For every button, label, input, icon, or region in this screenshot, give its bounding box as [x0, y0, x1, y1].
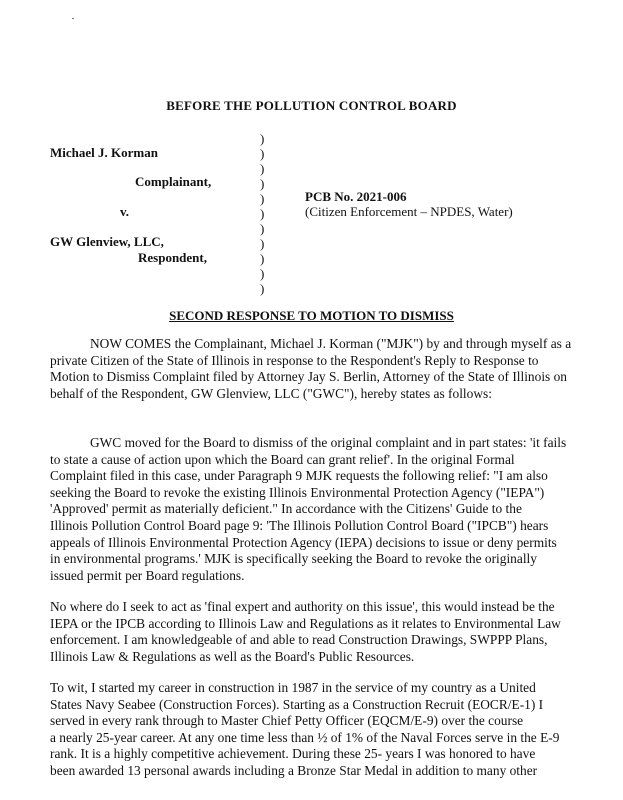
- case-number: PCB No. 2021-006: [305, 189, 407, 204]
- caption-paren: ): [260, 251, 265, 266]
- text-line: Illinois Pollution Control Board page 9: 'The Illinois Pollution Control Board ("IPCB") hears: [50, 517, 549, 533]
- text-line: States Navy Seabee (Construction Forces). Starting as a Construction Recruit (EOCR/E-1) I: [50, 696, 544, 712]
- text-line: To wit, I started my career in construction in 1987 in the service of my country as a United: [50, 680, 536, 695]
- text-line: private Citizen of the State of Illinois in response to the Respondent's Reply to Response to: [50, 352, 539, 368]
- caption-paren: ): [260, 281, 265, 296]
- text-line: been awarded 13 personal awards including a Bronze Star Medal in addition to many other: [50, 762, 538, 778]
- text-line: NOW COMES the Complainant, Michael J. Korman ("MJK") by and through myself as a: [90, 336, 572, 351]
- text-line: Illinois Law & Regulations as well as the Board's Public Resources.: [50, 648, 415, 664]
- text-line: 'Approved' permit as materially deficient." In accordance with the Citizens' Guide to the: [50, 501, 522, 517]
- text-line: GWC moved for the Board to dismiss of the original complaint and in part states: 'it fails: [90, 435, 567, 450]
- respondent-name: GW Glenview, LLC,: [50, 234, 164, 249]
- text-line: seeking the Board to revoke the existing Illinois Environmental Protection Agency ("IEPA"): [50, 484, 545, 500]
- text-line: Complaint filed in this case, under Paragraph 9 MJK requests the following relief: "I am also: [50, 468, 548, 484]
- caption-paren: ): [260, 206, 265, 221]
- paragraph-motion: [50, 435, 580, 584]
- text-line: issued permit per Board regulations.: [50, 567, 245, 583]
- scan-speck: [72, 18, 74, 19]
- text-line: enforcement. I am knowledgeable of and able to read Construction Drawings, SWPPP Plans,: [50, 632, 548, 648]
- complainant-name: Michael J. Korman: [50, 145, 158, 160]
- text-line: behalf of the Respondent, GW Glenview, LLC ("GWC"), hereby states as follows:: [50, 385, 492, 401]
- caption-paren: ): [260, 131, 265, 146]
- caption-paren: ): [260, 236, 265, 251]
- text-line: IEPA or the IPCB according to Illinois Law and Regulations as it relates to Environmental Law: [50, 615, 561, 631]
- caption-paren: ): [260, 221, 265, 236]
- text-line: to state a cause of action upon which the Board can grant relief'. In the original Formal: [50, 451, 515, 467]
- text-line: appeals of Illinois Environmental Protection Agency (IEPA) decisions to issue or deny permits: [50, 534, 557, 550]
- paragraph-expertise: [50, 599, 580, 665]
- text-line: No where do I seek to act as 'final expert and authority on this issue', this would instead be the: [50, 599, 555, 614]
- caption-paren: ): [260, 191, 265, 206]
- text-line: served in every rank through to Master Chief Petty Officer (EQCM/E-9) over the course: [50, 713, 524, 729]
- text-line: a nearly 25-year career. At any one time less than ½ of 1% of the Naval Forces serve in the E-9: [50, 729, 560, 745]
- versus: v.: [120, 204, 130, 219]
- caption-parens: [260, 131, 264, 296]
- court-title: BEFORE THE POLLUTION CONTROL BOARD: [166, 98, 457, 113]
- text-line: in environmental programs.' MJK is specifically seeking the Board to revoke the originally: [50, 551, 537, 567]
- caption-paren: ): [260, 176, 265, 191]
- text-line: Motion to Dismiss Complaint filed by Attorney Jay S. Berlin, Attorney of the State of Illinois on: [50, 369, 567, 385]
- caption-paren: ): [260, 266, 265, 281]
- paragraph-intro: [50, 336, 580, 402]
- complainant-role: Complainant,: [135, 174, 212, 189]
- document-heading: SECOND RESPONSE TO MOTION TO DISMISS: [169, 308, 454, 323]
- respondent-role: Respondent,: [138, 250, 207, 265]
- case-type: (Citizen Enforcement – NPDES, Water): [305, 204, 513, 219]
- text-line: rank. It is a highly competitive achievement. During these 25- years I was honored to have: [50, 746, 536, 762]
- paragraph-career: [50, 680, 580, 780]
- caption-paren: ): [260, 161, 265, 176]
- caption-paren: ): [260, 146, 265, 161]
